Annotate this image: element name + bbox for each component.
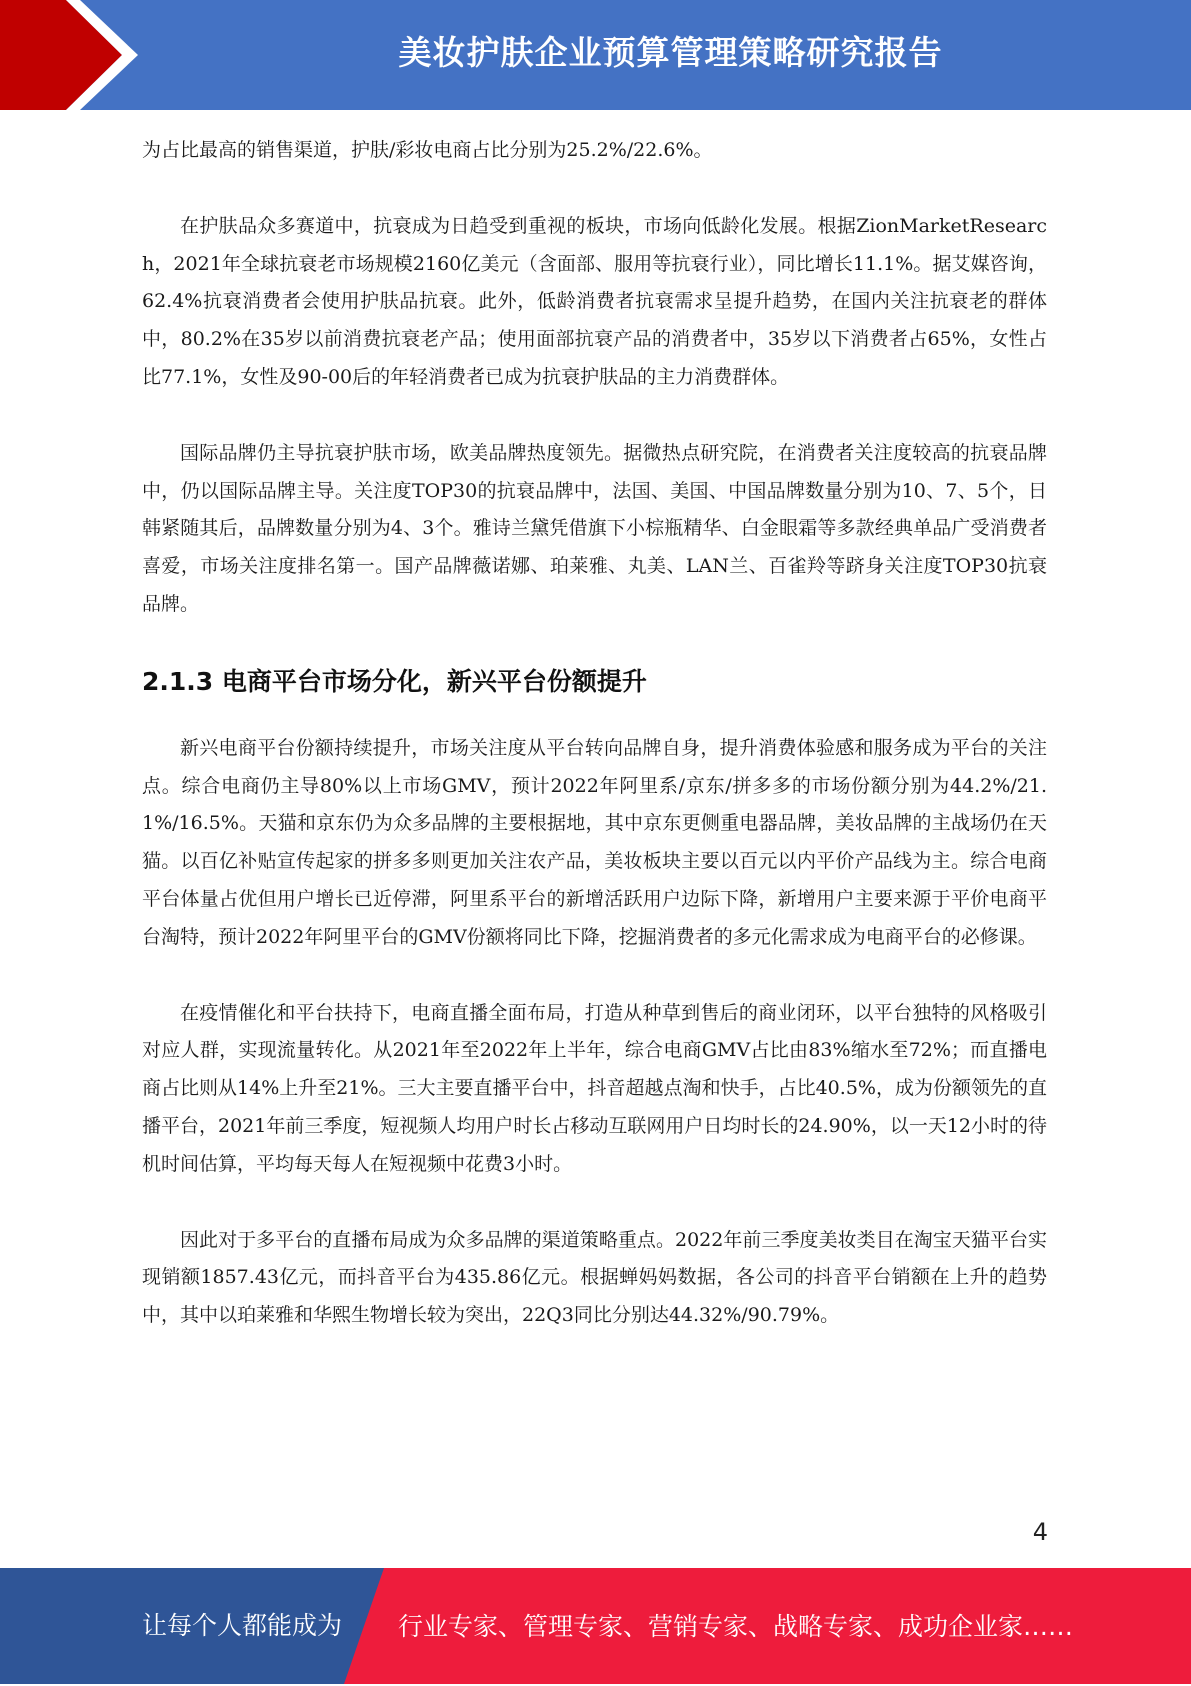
footer-slogan-left: 让每个人都能成为	[142, 1611, 343, 1640]
paragraph: 新兴电商平台份额持续提升，市场关注度从平台转向品牌自身，提升消费体验感和服务成为平台的关注点。综合电商仍主导80%以上市场GMV，预计2022年阿里系/京东/拼多多的市场份额分别为44.2%/21.1%/16.5%。天猫和京东仍为众多品牌的主要根据地，其中京东更侧重电器品牌，美妆品牌的主战场仍在天猫。以百亿补贴宣传起家的拼多多则更加关注农产品，美妆板块主要以百元以内平价产品线为主。综合电商平台体量占优但用户增长已近停滞，阿里系平台的新增活跃用户边际下降，新增用户主要来源于平价电商平台淘特，预计2022年阿里平台的GMV份额将同比下降，挖掘消费者的多元化需求成为电商平台的必修课。	[142, 736, 1047, 948]
paragraph: 因此对于多平台的直播布局成为众多品牌的渠道策略重点。2022年前三季度美妆类目在淘宝天猫平台实现销额1857.43亿元，而抖音平台为435.86亿元。根据蝉妈妈数据，各公司的抖音平台销额在上升的趋势中，其中以珀莱雅和华熙生物增长较为突出，22Q3同比分别达44.32%/90.79%。	[142, 1228, 1047, 1327]
report-title: 美妆护肤企业预算管理策略研究报告	[398, 33, 943, 72]
document-body	[142, 132, 1047, 1373]
paragraph: 在护肤品众多赛道中，抗衰成为日趋受到重视的板块，市场向低龄化发展。根据ZionMarketResearch，2021年全球抗衰老市场规模2160亿美元（含面部、服用等抗衰行业），同比增长11.1%。据艾媒咨询，62.4%抗衰消费者会使用护肤品抗衰。此外，低龄消费者抗衰需求呈提升趋势，在国内关注抗衰老的群体中，80.2%在35岁以前消费抗衰老产品；使用面部抗衰产品的消费者中，35岁以下消费者占65%，女性占比77.1%，女性及90-00后的年轻消费者已成为抗衰护肤品的主力消费群体。	[142, 214, 1047, 388]
page-header	[0, 0, 1191, 110]
paragraph: 国际品牌仍主导抗衰护肤市场，欧美品牌热度领先。据微热点研究院，在消费者关注度较高的抗衰品牌中，仍以国际品牌主导。关注度TOP30的抗衰品牌中，法国、美国、中国品牌数量分别为10、7、5个，日韩紧随其后，品牌数量分别为4、3个。雅诗兰黛凭借旗下小棕瓶精华、白金眼霜等多款经典单品广受消费者喜爱，市场关注度排名第一。国产品牌薇诺娜、珀莱雅、丸美、LAN兰、百雀羚等跻身关注度TOP30抗衰品牌。	[142, 441, 1047, 615]
section-heading: 2.1.3 电商平台市场分化，新兴平台份额提升	[142, 666, 647, 696]
paragraph: 为占比最高的销售渠道，护肤/彩妆电商占比分别为25.2%/22.6%。	[142, 139, 713, 161]
paragraph: 在疫情催化和平台扶持下，电商直播全面布局，打造从种草到售后的商业闭环，以平台独特的风格吸引对应人群，实现流量转化。从2021年至2022年上半年，综合电商GMV占比由83%缩水至72%；而直播电商占比则从14%上升至21%。三大主要直播平台中，抖音超越点淘和快手，占比40.5%，成为份额领先的直播平台，2021年前三季度，短视频人均用户时长占移动互联网用户日均时长的24.90%，以一天12小时的待机时间估算，平均每天每人在短视频中花费3小时。	[142, 1001, 1047, 1175]
page-number: 4	[1032, 1518, 1048, 1546]
header-red-chevron-icon	[0, 0, 150, 110]
footer-slogan-right: 行业专家、管理专家、营销专家、战略专家、成功企业家……	[398, 1612, 1074, 1641]
